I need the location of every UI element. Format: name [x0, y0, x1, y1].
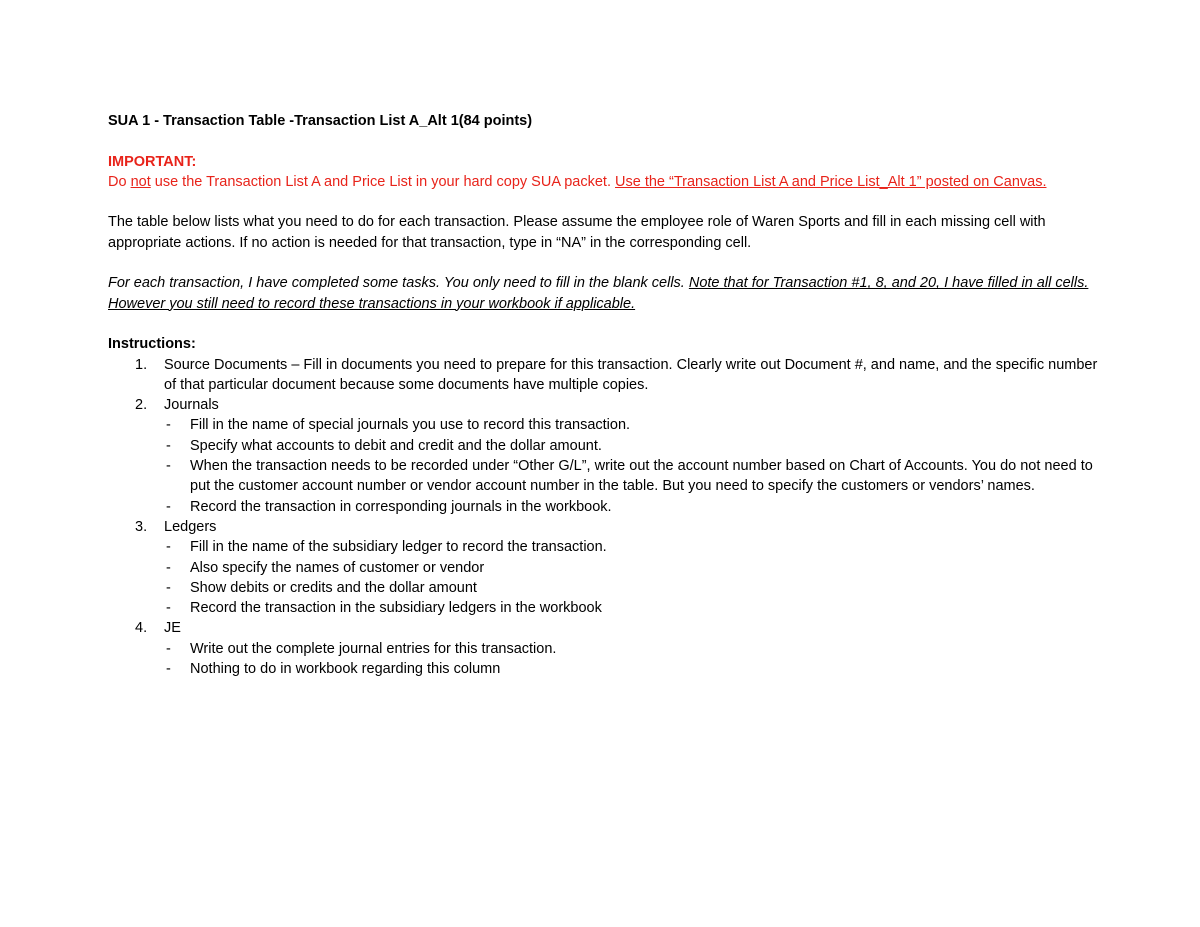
- dash-bullet: -: [166, 458, 171, 475]
- sub-item-text: Specify what accounts to debit and credit and the dollar amount.: [190, 437, 602, 454]
- instruction-sublist: [164, 537, 1108, 618]
- instruction-number: 3.: [135, 518, 148, 535]
- sub-item: [164, 436, 1108, 456]
- instruction-number: 4.: [135, 620, 148, 637]
- instruction-item: [108, 618, 1108, 679]
- dash-bullet: -: [166, 579, 171, 596]
- instruction-sublist: [164, 639, 1108, 680]
- important-mid: use the Transaction List A and Price List in your hard copy SUA packet.: [150, 173, 616, 190]
- instruction-sublist: [164, 415, 1108, 516]
- note-paragraph: [108, 273, 1108, 314]
- dash-bullet: -: [166, 539, 171, 556]
- instructions-list: [108, 355, 1108, 680]
- sub-item: [164, 415, 1108, 435]
- important-prefix: Do: [108, 173, 131, 190]
- instruction-label: Source Documents – Fill in documents you need to prepare for this transaction. Clearly write out Document #, and name, and the specific number of that particular document because some documents have multiple copies.: [164, 356, 1098, 393]
- dash-bullet: -: [166, 559, 171, 576]
- sub-item: [164, 659, 1108, 679]
- document-page: [108, 111, 1108, 679]
- dash-bullet: -: [166, 661, 171, 678]
- dash-bullet: -: [166, 640, 171, 657]
- instruction-label: Journals: [164, 397, 219, 414]
- important-notice: [108, 172, 1108, 192]
- document-title: SUA 1 - Transaction Table -Transaction List A_Alt 1(84 points): [108, 113, 533, 129]
- sub-item: [164, 456, 1108, 497]
- intro-paragraph: The table below lists what you need to do for each transaction. Please assume the employee role of Waren Sports and fill in each missing cell with appropriate actions. If no action is needed for that transaction, type in “NA” in the corresponding cell.: [108, 214, 1046, 251]
- note-underlined: Note that for Transaction #1, 8, and 20, I have filled in all cells. However you still need to record these transactions in your workbook if applicable.: [108, 275, 1089, 312]
- sub-item: [164, 598, 1108, 618]
- dash-bullet: -: [166, 417, 171, 434]
- sub-item: [164, 639, 1108, 659]
- important-heading: IMPORTANT:: [108, 153, 197, 170]
- sub-item-text: Record the transaction in the subsidiary ledgers in the workbook: [190, 600, 602, 617]
- important-not: not: [130, 173, 151, 190]
- instruction-item: [108, 395, 1108, 517]
- sub-item-text: When the transaction needs to be recorded under “Other G/L”, write out the account number based on Chart of Accounts. You do not need to put the customer account number or vendor account number in the table. But you need to specify the customers or vendors’ names.: [190, 458, 1093, 495]
- instruction-item: [108, 517, 1108, 618]
- sub-item-text: Record the transaction in corresponding journals in the workbook.: [190, 498, 612, 515]
- instruction-number: 2.: [135, 397, 148, 414]
- important-canvas-note: Use the “Transaction List A and Price List_Alt 1” posted on Canvas.: [615, 173, 1047, 190]
- dash-bullet: -: [166, 437, 171, 454]
- note-plain: For each transaction, I have completed some tasks. You only need to fill in the blank cells.: [108, 275, 689, 292]
- sub-item-text: Fill in the name of the subsidiary ledger to record the transaction.: [190, 539, 607, 556]
- sub-item: [164, 578, 1108, 598]
- instructions-heading: Instructions:: [108, 336, 196, 353]
- instruction-number: 1.: [135, 356, 148, 373]
- sub-item-text: Also specify the names of customer or vendor: [190, 559, 485, 576]
- instruction-label: JE: [164, 620, 181, 637]
- sub-item-text: Show debits or credits and the dollar amount: [190, 579, 477, 596]
- sub-item-text: Write out the complete journal entries for this transaction.: [190, 640, 557, 657]
- sub-item-text: Nothing to do in workbook regarding this column: [190, 661, 501, 678]
- sub-item-text: Fill in the name of special journals you use to record this transaction.: [190, 417, 631, 434]
- sub-item: [164, 537, 1108, 557]
- dash-bullet: -: [166, 600, 171, 617]
- dash-bullet: -: [166, 498, 171, 515]
- instruction-item: [108, 355, 1108, 396]
- sub-item: [164, 558, 1108, 578]
- sub-item: [164, 497, 1108, 517]
- instruction-label: Ledgers: [164, 518, 217, 535]
